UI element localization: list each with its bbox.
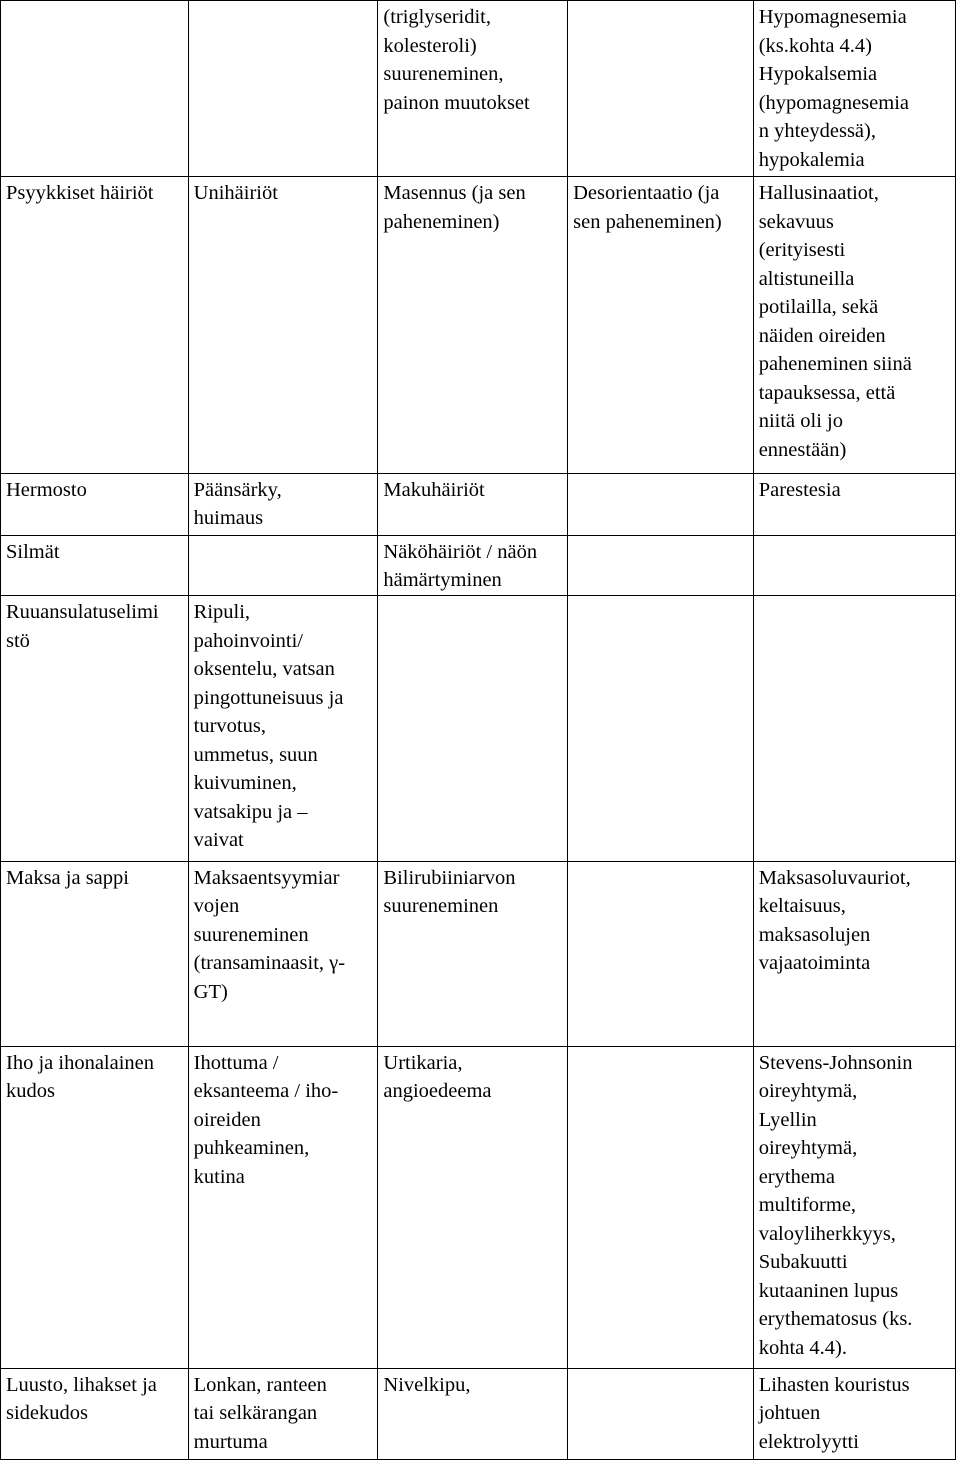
table-cell: Näköhäiriöt / näön hämärtyminen	[378, 535, 568, 596]
table-cell	[568, 473, 754, 535]
table-cell: Maksasoluvauriot, keltaisuus, maksasolujen vajaatoiminta	[753, 861, 955, 1046]
table-cell: (triglyseridit, kolesteroli) suureneminen, painon muutokset	[378, 1, 568, 177]
organ-cell: Hermosto	[1, 473, 189, 535]
table-row	[1, 473, 956, 535]
table-cell: Makuhäiriöt	[378, 473, 568, 535]
table-row	[1, 861, 956, 1046]
organ-cell: Silmät	[1, 535, 189, 596]
table-cell: Parestesia	[753, 473, 955, 535]
table-cell: Urtikaria, angioedeema	[378, 1046, 568, 1368]
table-cell	[568, 1368, 754, 1459]
table-cell	[378, 596, 568, 861]
organ-cell: Iho ja ihonalainen kudos	[1, 1046, 189, 1368]
table-row	[1, 596, 956, 861]
table-cell	[188, 1, 378, 177]
table-cell: Hypomagnesemia (ks.kohta 4.4) Hypokalsemia (hypomagnesemia n yhteydessä), hypokalemia	[753, 1, 955, 177]
table-cell: Unihäiriöt	[188, 177, 378, 474]
table-cell: Lonkan, ranteen tai selkärangan murtuma	[188, 1368, 378, 1459]
table-cell	[568, 861, 754, 1046]
table-row	[1, 535, 956, 596]
table-row	[1, 1, 956, 177]
table-cell	[753, 596, 955, 861]
organ-cell: Maksa ja sappi	[1, 861, 189, 1046]
table-cell: Desorientaatio (ja sen paheneminen)	[568, 177, 754, 474]
table-cell	[568, 1, 754, 177]
table-cell: Lihasten kouristus johtuen elektrolyytti	[753, 1368, 955, 1459]
table-row	[1, 1046, 956, 1368]
organ-cell	[1, 1, 189, 177]
table-cell: Bilirubiiniarvon suureneminen	[378, 861, 568, 1046]
table-cell	[188, 535, 378, 596]
table-cell: Ripuli, pahoinvointi/ oksentelu, vatsan pingottuneisuus ja turvotus, ummetus, suun kuivuminen, vatsakipu ja – vaivat	[188, 596, 378, 861]
table-cell: Maksaentsyymiar vojen suureneminen (transaminaasit, γ- GT)	[188, 861, 378, 1046]
table-row	[1, 1368, 956, 1459]
table-cell	[568, 596, 754, 861]
table-cell: Hallusinaatiot, sekavuus (erityisesti altistuneilla potilailla, sekä näiden oireiden paheneminen siinä tapauksessa, että niitä oli jo ennestään)	[753, 177, 955, 474]
organ-cell: Psyykkiset häiriöt	[1, 177, 189, 474]
table-cell: Masennus (ja sen paheneminen)	[378, 177, 568, 474]
organ-cell: Luusto, lihakset ja sidekudos	[1, 1368, 189, 1459]
table-cell	[568, 1046, 754, 1368]
organ-cell: Ruuansulatuselimi stö	[1, 596, 189, 861]
table-cell: Päänsärky, huimaus	[188, 473, 378, 535]
table-cell: Ihottuma / eksanteema / iho- oireiden puhkeaminen, kutina	[188, 1046, 378, 1368]
table-row	[1, 177, 956, 474]
table-cell	[753, 535, 955, 596]
table-cell: Stevens-Johnsonin oireyhtymä, Lyellin oireyhtymä, erythema multiforme, valoyliherkkyys, Subakuutti kutaaninen lupus erythematosus (ks. kohta 4.4).	[753, 1046, 955, 1368]
table-cell	[568, 535, 754, 596]
table-cell: Nivelkipu,	[378, 1368, 568, 1459]
